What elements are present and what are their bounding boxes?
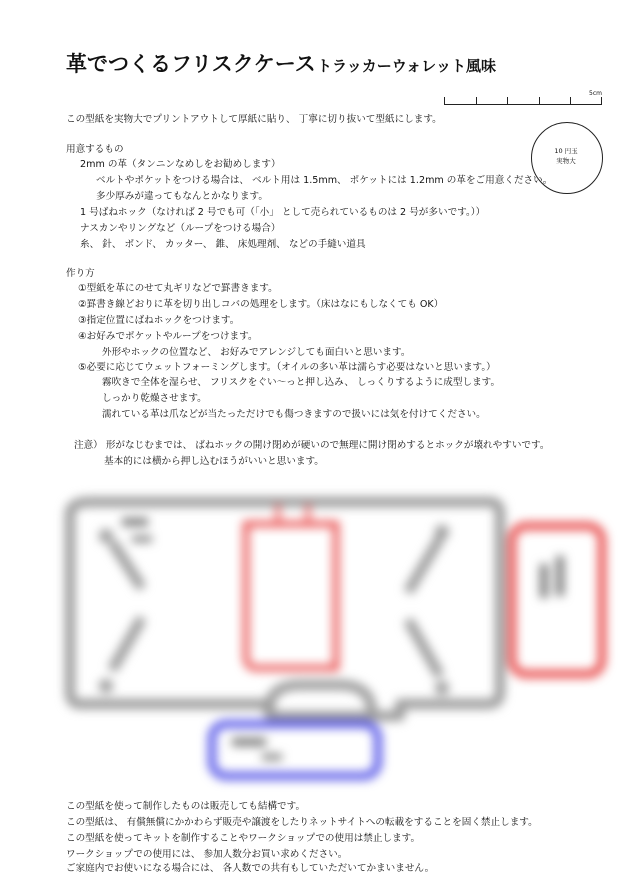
step-line: ⑤必要に応じてウェットフォーミングします。（オイルの多い革は濡らす必要はないと思います。）: [78, 362, 496, 373]
step-line: ③指定位置にばねホックをつけます。: [78, 315, 240, 326]
step-line: 外形やホックの位置など、 お好みでアレンジしても面白いと思います。: [102, 347, 411, 358]
loop-outline: [212, 724, 378, 776]
step-line: 濡れている革は爪などが当たっただけでも傷つきますので扱いには気を付けてください。: [102, 409, 486, 420]
footer-line: ご家庭内でお使いになる場合には、 各人数での共有もしていただいてかまいません。: [66, 863, 435, 874]
scale-tick: [476, 97, 477, 105]
step-line: ②罫書き線どおりに革を切り出しコバの処理をします。（床はなにもしなくても OK）: [78, 299, 444, 310]
pattern-label-mark: [232, 738, 266, 746]
pattern-illustration: [0, 480, 643, 790]
pattern-label-mark: [122, 518, 148, 526]
step-line: ①型紙を革にのせて丸ギリなどで罫書きます。: [78, 283, 278, 294]
footer-line: この型紙を使ってキットを制作することやワークショップでの使用は禁止します。: [66, 833, 421, 844]
scale-line: [444, 104, 602, 105]
note-line: 注意） 形がなじむまでは、 ばねホックの開け閉めが硬いので無理に開け閉めするとホックが壊れやすいです。: [74, 440, 550, 451]
step-line: 霧吹きで全体を湿らせ、 フリスクをぐい～っと押し込み、 しっくりするように成型します。: [102, 377, 501, 388]
materials-line: 多少厚みが違ってもなんとかなります。: [96, 191, 268, 202]
scale-label: 5cm: [589, 90, 602, 97]
materials-line: 2mm の革（タンニンなめしをお勧めします）: [80, 159, 281, 170]
pattern-label-mark: [556, 556, 564, 596]
pattern-label-mark: [540, 564, 548, 598]
pattern-label-mark: [132, 536, 152, 542]
materials-line: 糸、 針、 ボンド、 カッター、 錐、 床処理剤、 などの手縫い道具: [80, 239, 366, 250]
scale-tick: [539, 97, 540, 105]
note-line: 基本的には横から押し込むほうがいいと思います。: [104, 456, 324, 467]
page-title: 革でつくるフリスクケース: [66, 52, 316, 76]
hook-marker: [435, 525, 449, 539]
scale-tick: [444, 97, 445, 105]
side-pocket-outline: [512, 526, 602, 674]
scale-tick: [507, 97, 508, 105]
intro-text: この型紙を実物大でプリントアウトして厚紙に貼り、 丁寧に切り抜いて型紙にします。: [66, 114, 442, 125]
coin-label: 10 円玉: [554, 147, 578, 155]
page-subtitle: トラッカーウォレット風味: [317, 57, 496, 75]
hook-marker: [99, 679, 113, 693]
materials-line: 1 号ばねホック（なければ 2 号でも可（「小」 として売られているものは 2 号が多いです。））: [80, 207, 486, 218]
scale-tick: [570, 97, 571, 105]
footer-line: この型紙を使って制作したものは販売しても結構です。: [66, 801, 306, 812]
pattern-label-mark: [262, 754, 282, 760]
materials-line: ベルトやポケットをつける場合は、 ベルト用は 1.5mm、 ポケットには 1.2mm の革をご用意ください。: [96, 175, 553, 186]
hook-marker: [99, 529, 113, 543]
scale-tick: [601, 97, 602, 105]
coin-sublabel: 実物大: [556, 157, 576, 165]
step-line: しっかり乾燥させます。: [102, 393, 207, 404]
hook-marker: [435, 681, 449, 695]
pocket-outline: [246, 524, 336, 668]
footer-line: ワークショップでの使用には、 参加人数分お買い求めください。: [66, 849, 348, 860]
steps-heading: 作り方: [66, 268, 95, 279]
materials-line: ナスカンやリングなど（ループをつける場合）: [80, 223, 281, 234]
footer-line: この型紙は、 有償無償にかかわらず販売や譲渡をしたりネットサイトへの転載をすることを固く禁止します。: [66, 817, 538, 828]
step-line: ④お好みでポケットやループをつけます。: [78, 331, 258, 342]
materials-heading: 用意するもの: [66, 144, 124, 155]
